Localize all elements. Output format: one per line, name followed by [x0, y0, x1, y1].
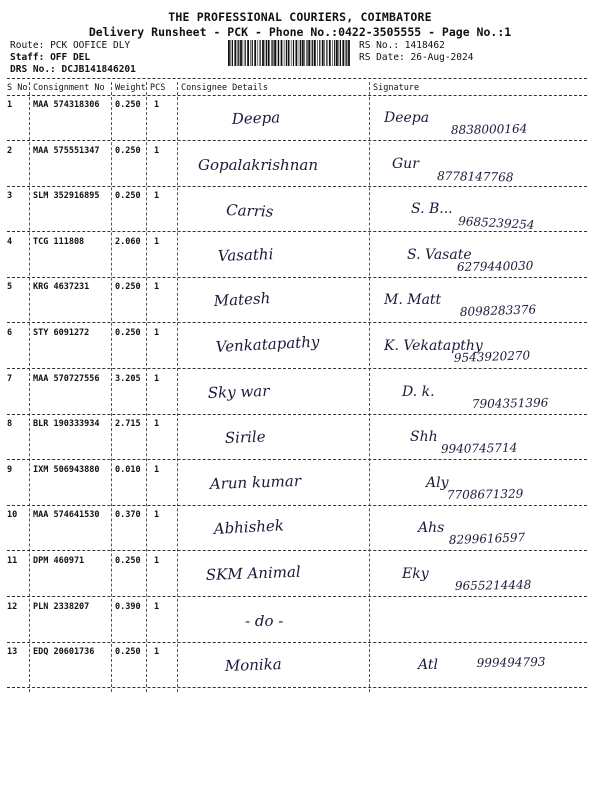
drs-line: [10, 64, 136, 75]
barcode-bar: [234, 40, 236, 66]
row-consignee-handwritten: Venkatapathy: [215, 332, 320, 356]
row-pcs: 1: [154, 601, 160, 612]
barcode-bar: [262, 40, 264, 66]
barcode-bar: [247, 40, 249, 66]
barcode-bar: [284, 40, 285, 66]
handwritten-area: [0, 506, 600, 551]
barcode-bar: [345, 40, 346, 66]
table-row: [0, 506, 600, 551]
barcode-bar: [240, 40, 242, 66]
barcode-bar: [326, 40, 327, 66]
row-weight: 0.250: [115, 647, 141, 658]
barcode-bar: [252, 40, 253, 66]
col-header-pcs: PCS: [150, 83, 166, 93]
row-phone-handwritten: 8098283376: [459, 302, 537, 320]
barcode-bar: [348, 40, 350, 66]
row-phone-handwritten: 9940745714: [440, 440, 518, 457]
row-signature: S. Vasate: [407, 246, 472, 263]
barcode-bar: [304, 40, 305, 66]
barcode-bar: [232, 40, 233, 66]
col-header-signature: Signature: [373, 83, 420, 93]
handwritten-area: [0, 461, 600, 506]
row-sno: 7: [7, 373, 13, 384]
barcode-bar: [342, 40, 344, 66]
row-sno: 4: [7, 236, 13, 247]
barcode-bar: [293, 40, 294, 66]
row-phone-handwritten: 7904351396: [471, 395, 549, 411]
table-row: [0, 415, 600, 460]
route-label: Route:: [10, 40, 45, 51]
row-consignment-no: MAA 574641530: [33, 510, 100, 521]
handwritten-area: [0, 96, 600, 141]
barcode-bar: [300, 40, 301, 66]
row-consignee-handwritten: SKM Animal: [205, 562, 301, 584]
row-pcs: 1: [154, 373, 160, 384]
row-weight: 0.250: [115, 191, 141, 202]
row-pcs: 1: [154, 510, 160, 521]
handwritten-area: [0, 187, 600, 232]
barcode-bar: [346, 40, 347, 66]
handwritten-area: [0, 643, 600, 688]
barcode-bar: [311, 40, 312, 66]
barcode-bar: [299, 40, 300, 66]
row-pcs: 1: [154, 282, 160, 293]
row-consignee-handwritten: Carris: [225, 201, 274, 221]
row-sno: 6: [7, 328, 13, 338]
row-phone-handwritten: 8299616597: [448, 530, 526, 548]
barcode-bar: [308, 40, 310, 66]
row-consignee-handwritten: Vasathi: [217, 244, 274, 265]
barcode-bar: [339, 40, 340, 66]
barcode-bar: [332, 40, 333, 66]
barcode-bar: [319, 40, 320, 66]
barcode-bar: [245, 40, 246, 66]
barcode-bar: [291, 40, 292, 66]
row-pcs: 1: [154, 419, 160, 430]
barcode-bar: [272, 40, 273, 66]
row-signature: M. Matt: [384, 292, 442, 309]
row-divider: [7, 687, 587, 688]
row-consignment-no: KRG 4637231: [33, 282, 90, 293]
row-phone-handwritten: 8778147768: [436, 168, 514, 184]
row-sno: 9: [7, 464, 13, 475]
row-weight: 2.715: [115, 419, 141, 430]
row-sno: 1: [7, 100, 13, 110]
row-consignee-handwritten: Arun kumar: [209, 471, 302, 493]
row-sno: 5: [7, 282, 13, 293]
barcode-bar: [278, 40, 279, 66]
row-sno: 3: [7, 191, 13, 202]
handwritten-area: [0, 552, 600, 597]
handwritten-area: [0, 142, 600, 187]
row-pcs: 1: [154, 191, 160, 202]
drs-label: DRS No.:: [10, 64, 56, 75]
row-signature: Gur: [392, 155, 419, 172]
row-pcs: 1: [154, 328, 160, 338]
rs-no-value: 1418462: [404, 40, 445, 51]
route-line: [10, 40, 130, 51]
barcode-bar: [238, 40, 239, 66]
col-header-consignee: Consignee Details: [181, 83, 268, 93]
row-pcs: 1: [154, 100, 160, 110]
barcode-bar: [237, 40, 238, 66]
barcode-bar: [288, 40, 290, 66]
barcode-bar: [329, 40, 331, 66]
row-signature: D. k.: [402, 383, 435, 400]
handwritten-area: [0, 278, 600, 323]
barcode-bar: [265, 40, 266, 66]
barcode-bar: [302, 40, 304, 66]
barcode-bar: [286, 40, 287, 66]
row-signature: Atl: [418, 657, 438, 674]
barcode-bar: [281, 40, 283, 66]
row-consignment-no: STY 6091272: [33, 328, 90, 338]
row-phone-handwritten: 999494793: [476, 654, 546, 671]
barcode-bar: [277, 40, 278, 66]
barcode-bar: [266, 40, 267, 66]
table-row: [0, 324, 600, 369]
barcode-bar: [312, 40, 313, 66]
row-sno: 2: [7, 145, 13, 156]
row-consignment-no: BLR 190333934: [33, 419, 100, 430]
row-consignment-no: MAA 570727556: [33, 373, 100, 384]
row-weight: 0.250: [115, 282, 141, 293]
row-phone-handwritten: 9655214448: [454, 577, 532, 593]
row-weight: 0.250: [115, 328, 141, 338]
row-signature: Ahs: [418, 520, 445, 537]
row-consignment-no: IXM 506943880: [33, 464, 100, 475]
table-row: [0, 278, 600, 323]
barcode-bar: [322, 40, 324, 66]
handwritten-area: [0, 370, 600, 415]
row-weight: 0.370: [115, 510, 141, 521]
barcode-bar: [306, 40, 307, 66]
barcode-bar: [260, 40, 261, 66]
barcode-bar: [243, 40, 244, 66]
rs-date-line: [359, 52, 473, 63]
row-pcs: 1: [154, 556, 160, 566]
row-phone-handwritten: 9685239254: [457, 214, 535, 233]
row-consignment-no: MAA 574318306: [33, 100, 100, 110]
col-header-sno: S No: [7, 83, 28, 93]
row-consignee-handwritten: Matesh: [213, 289, 271, 311]
row-consignment-no: DPM 460971: [33, 556, 85, 566]
handwritten-area: [0, 324, 600, 369]
barcode-bar: [336, 40, 338, 66]
row-consignee-handwritten: - do -: [245, 611, 284, 630]
table-row: [0, 598, 600, 643]
row-consignee-handwritten: Sky war: [207, 381, 270, 402]
barcode-bar: [274, 40, 276, 66]
row-consignee-handwritten: Deepa: [231, 108, 281, 128]
row-pcs: 1: [154, 236, 160, 247]
barcode-bar: [317, 40, 318, 66]
col-header-weight: Weight: [115, 83, 146, 93]
table-row: [0, 142, 600, 187]
handwritten-area: [0, 415, 600, 460]
table-row: [0, 370, 600, 415]
row-phone-handwritten: 7708671329: [446, 486, 524, 502]
barcode-bar: [271, 40, 272, 66]
barcode-bar: [258, 40, 259, 66]
row-consignee-handwritten: Monika: [224, 655, 282, 676]
table-row: [0, 233, 600, 278]
handwritten-area: [0, 233, 600, 278]
row-weight: 0.250: [115, 145, 141, 156]
row-consignment-no: TCG 111808: [33, 236, 85, 247]
row-phone-handwritten: 9543920270: [453, 348, 531, 365]
row-consignment-no: PLN 2338207: [33, 601, 90, 612]
row-consignee-handwritten: Sirile: [224, 427, 266, 448]
table-row: [0, 461, 600, 506]
barcode-image: [228, 40, 352, 66]
row-weight: 3.205: [115, 373, 141, 384]
barcode-bar: [314, 40, 316, 66]
row-sno: 8: [7, 419, 13, 430]
row-phone-handwritten: 6279440030: [456, 258, 534, 274]
runsheet-subtitle: Delivery Runsheet - PCK - Phone No.:0422-3505555 - Page No.:1: [88, 25, 512, 39]
rs-no-line: [359, 40, 445, 51]
row-consignee-handwritten: Abhishek: [213, 516, 285, 539]
rs-date-value: 26-Aug-2024: [410, 52, 474, 63]
barcode-bar: [268, 40, 270, 66]
row-pcs: 1: [154, 647, 160, 658]
row-pcs: 1: [154, 145, 160, 156]
staff-value: OFF DEL: [50, 52, 91, 63]
drs-value: DCJB141846201: [61, 64, 136, 75]
row-sno: 12: [7, 601, 18, 612]
col-header-consignment: Consignment No: [33, 83, 105, 93]
barcode-bar: [250, 40, 251, 66]
rs-date-label: RS Date:: [359, 52, 405, 63]
row-weight: 0.010: [115, 464, 141, 475]
row-sno: 10: [7, 510, 18, 521]
table-row: [0, 552, 600, 597]
row-signature: Aly: [426, 474, 449, 491]
table-row: [0, 643, 600, 688]
row-consignment-no: SLM 352916895: [33, 191, 100, 202]
handwritten-area: [0, 598, 600, 643]
route-value: PCK OOFICE DLY: [50, 40, 131, 51]
company-title: THE PROFESSIONAL COURIERS, COIMBATORE: [168, 10, 432, 24]
table-row: [0, 96, 600, 141]
rs-no-label: RS No.:: [359, 40, 400, 51]
row-signature: K. Vekatapthy: [384, 338, 483, 354]
barcode-bar: [296, 40, 298, 66]
barcode-bar: [231, 40, 232, 66]
barcode-bar: [324, 40, 325, 66]
barcode-bar: [254, 40, 256, 66]
row-weight: 2.060: [115, 236, 141, 247]
barcode-bar: [334, 40, 335, 66]
row-signature: Shh: [410, 429, 438, 446]
row-consignment-no: EDQ 20601736: [33, 647, 95, 658]
row-weight: 0.250: [115, 556, 141, 566]
row-signature: Deepa: [384, 110, 430, 126]
row-pcs: 1: [154, 464, 160, 475]
row-consignee-handwritten: Gopalakrishnan: [198, 155, 318, 174]
table-row: [0, 187, 600, 232]
row-signature: S. B...: [411, 201, 453, 218]
barcode-bar: [228, 40, 230, 66]
row-sno: 11: [7, 556, 18, 566]
staff-label: Staff:: [10, 52, 45, 63]
row-weight: 0.250: [115, 100, 141, 110]
staff-line: [10, 52, 90, 63]
row-phone-handwritten: 8838000164: [450, 121, 528, 137]
row-weight: 0.390: [115, 601, 141, 612]
header-rule-top: [7, 78, 587, 79]
row-consignment-no: MAA 575551347: [33, 145, 100, 156]
barcode-bar: [340, 40, 341, 66]
row-signature: Eky: [402, 566, 429, 582]
row-sno: 13: [7, 647, 18, 658]
